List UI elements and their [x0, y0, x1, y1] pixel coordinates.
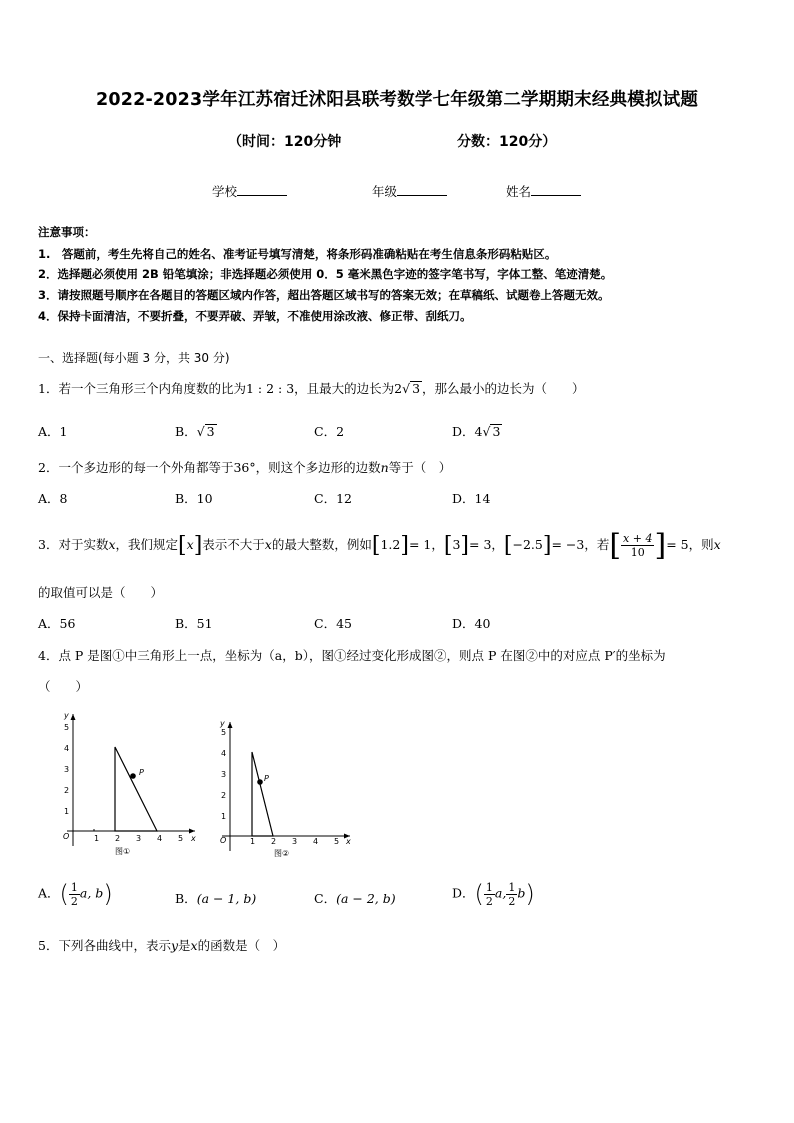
- grade-field[interactable]: [372, 182, 447, 200]
- name-blank[interactable]: [531, 183, 581, 196]
- q3-option-d[interactable]: D．40: [452, 616, 491, 631]
- question-5: 5．下列各曲线中，表示y是x的函数是（ ）: [38, 938, 286, 953]
- x-tick: 1: [94, 834, 100, 843]
- school-field[interactable]: [212, 182, 287, 200]
- y-tick: 1: [221, 812, 227, 821]
- q3-option-b[interactable]: B．51: [175, 616, 213, 631]
- name-field[interactable]: [506, 182, 581, 200]
- question-2: 2．一个多边形的每一个外角都等于36°，则这个多边形的边数n等于（ ）: [38, 460, 452, 475]
- question-1: 1．若一个三角形三个内角度数的比为1 : 2 : 3，且最大的边长为2√ 3 ，那么最小的边长为（ ）: [38, 381, 585, 396]
- question-4: 4．点 P 是图①中三角形上一点，坐标为（a，b），图①经过变化形成图②，则点 P 在图②中的对应点 P′的坐标为: [38, 648, 666, 663]
- origin-label: O: [220, 836, 227, 845]
- y-axis-label: y: [64, 711, 69, 720]
- origin-label: O: [63, 832, 70, 841]
- figure-caption: 图②: [274, 849, 290, 858]
- q1-option-a[interactable]: A．1: [38, 424, 68, 439]
- y-tick: 2: [64, 786, 70, 795]
- y-tick: 3: [221, 770, 227, 779]
- y-tick: 5: [221, 728, 227, 737]
- exam-time: （时间：120分钟: [228, 134, 342, 150]
- y-tick: 3: [64, 765, 70, 774]
- note-item: 4．保持卡面清洁，不要折叠，不要弄破、弄皱，不准使用涂改液、修正带、刮纸刀。: [38, 309, 472, 323]
- q4-option-b[interactable]: B．(a − 1, b): [175, 891, 257, 906]
- q4-option-c[interactable]: C．(a − 2, b): [314, 891, 396, 906]
- q2-option-b[interactable]: B．10: [175, 491, 213, 506]
- x-tick: 4: [157, 834, 163, 843]
- x-tick: 4: [313, 837, 319, 846]
- x-tick: 3: [292, 837, 298, 846]
- x-tick: 1: [250, 837, 256, 846]
- q1-option-c[interactable]: C．2: [314, 424, 345, 439]
- x-axis-label: x: [346, 837, 351, 846]
- x-tick: 2: [115, 834, 121, 843]
- y-tick: 4: [221, 749, 227, 758]
- note-item: 2．选择题必须使用 2B 铅笔填涂；非选择题必须使用 0．5 毫米黑色字迹的签字笔书写，字体工整、笔迹清楚。: [38, 267, 613, 281]
- x-tick: 2: [271, 837, 277, 846]
- q3-option-c[interactable]: C．45: [314, 616, 352, 631]
- figure-caption: 图①: [115, 847, 131, 856]
- question-4-cont: （ ）: [38, 679, 89, 694]
- x-tick: 5: [178, 834, 184, 843]
- notes-heading: 注意事项：: [38, 225, 96, 239]
- fraction: $\frac{x + 4}{10}$: [623, 532, 653, 559]
- y-axis-label: y: [220, 719, 225, 728]
- figure-1: [55, 706, 205, 856]
- y-tick: 1: [64, 807, 70, 816]
- q1-option-d[interactable]: D．4√ 3: [452, 424, 501, 439]
- figure-2: [210, 716, 360, 866]
- note-item: 1. 答题前，考生先将自己的姓名、准考证号填写清楚，将条形码准确粘贴在考生信息条形码粘贴区。: [38, 247, 557, 261]
- q1-option-b[interactable]: B．√ 3: [175, 424, 215, 439]
- question-3: 3．对于实数x，我们规定[x]表示不大于x的最大整数，例如[1.2]= 1，[3]= 3，[−2.5]= −3，若[ $\frac{x + 4}{10}$ ]= 5，则x: [38, 528, 721, 563]
- point-label: P: [139, 768, 144, 777]
- y-tick: 4: [64, 744, 70, 753]
- q4-option-d[interactable]: D．( $\frac{1}{2}$ a, $\frac{1}{2}$ b): [452, 880, 535, 908]
- grade-blank[interactable]: [397, 183, 447, 196]
- x-tick: 5: [334, 837, 340, 846]
- x-axis-label: x: [191, 834, 196, 843]
- school-label: 学校: [212, 184, 238, 199]
- question-3-cont: 的取值可以是（ ）: [38, 585, 164, 600]
- q4-option-a[interactable]: A．( $\frac{1}{2}$ a, b): [38, 880, 113, 908]
- point-label: P: [264, 774, 269, 783]
- school-blank[interactable]: [237, 183, 287, 196]
- y-tick: 5: [64, 723, 70, 732]
- y-tick: 2: [221, 791, 227, 800]
- point-p: [130, 773, 136, 779]
- point-p-prime: [257, 779, 263, 785]
- q2-option-c[interactable]: C．12: [314, 491, 352, 506]
- name-label: 姓名: [506, 184, 532, 199]
- q2-option-d[interactable]: D．14: [452, 491, 491, 506]
- page-title: 2022-2023学年江苏宿迁沭阳县联考数学七年级第二学期期末经典模拟试题: [95, 90, 699, 110]
- q3-option-a[interactable]: A．56: [38, 616, 76, 631]
- section-heading: 一、选择题(每小题 3 分，共 30 分): [38, 351, 230, 365]
- q2-option-a[interactable]: A．8: [38, 491, 68, 506]
- x-tick: 3: [136, 834, 142, 843]
- exam-score: 分数：120分）: [457, 134, 557, 150]
- note-item: 3．请按照题号顺序在各题目的答题区域内作答，超出答题区域书写的答案无效；在草稿纸、试题卷上答题无效。: [38, 288, 610, 302]
- grade-label: 年级: [372, 184, 398, 199]
